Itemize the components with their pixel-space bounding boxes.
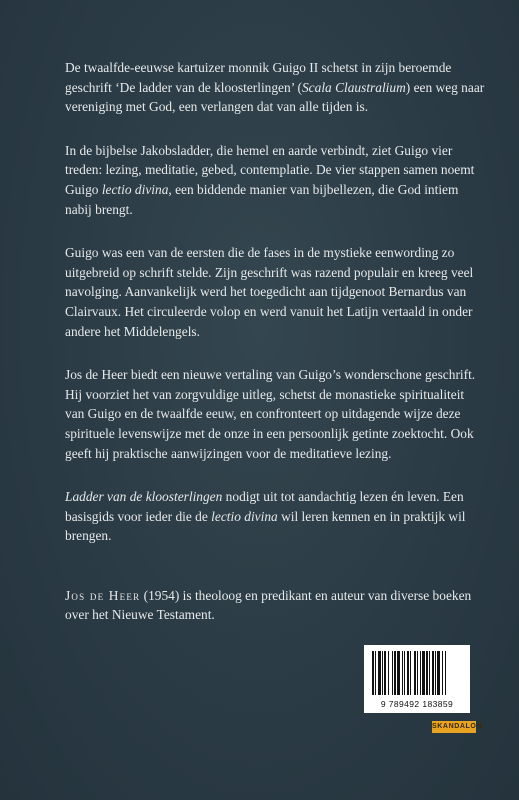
- italic-term: lectio divina: [101, 181, 169, 197]
- text-span: , een biddende manier van bijbellezen, die God intiem nabij brengt.: [65, 181, 459, 217]
- barcode-bar: [410, 651, 411, 695]
- barcode-bar: [420, 651, 421, 695]
- barcode-bar: [407, 651, 409, 695]
- paragraph-translation: Jos de Heer biedt een nieuwe vertaling van Guigo’s wonderschone geschrift. Hij voorziet het van zorgvuldige uitleg, schetst de monastieke spiritualiteit van Guigo en de twaalfde eeuw, en confronteert op uitdagende wijze deze spirituele levenswijze met de onze in een persoonlijk getinte zoektocht. Ook geeft hij praktische aanwijzingen voor de meditatieve lezing.: [65, 367, 476, 461]
- barcode-bar: [429, 651, 430, 695]
- barcode-bar: [435, 651, 436, 695]
- text-span: ) een weg naar vereniging met God, een verlangen dat van alle tijden is.: [65, 79, 485, 115]
- barcode-bar: [375, 651, 376, 695]
- barcode-bar: [437, 651, 440, 695]
- barcode-bar: [404, 651, 405, 695]
- barcode-bar: [394, 651, 396, 695]
- back-cover-text: [65, 58, 485, 649]
- barcode-icon: [370, 651, 464, 695]
- barcode-bar: [382, 651, 383, 695]
- barcode-bar: [402, 651, 403, 695]
- italic-term: lectio divina: [211, 508, 278, 524]
- italic-book-title: Ladder van de kloosterlingen: [65, 489, 223, 505]
- isbn-barcode: [364, 645, 470, 713]
- barcode-bar: [397, 651, 400, 695]
- barcode-bar: [388, 651, 389, 695]
- text-span: In de bijbelse Jakobsladder, die hemel en aarde verbindt, ziet Guigo vier treden: lezing, meditatie, gebed, contemplatie. De vier stappen samen noemt Guigo: [65, 142, 475, 197]
- barcode-bar: [392, 651, 393, 695]
- barcode-bar: [422, 651, 425, 695]
- barcode-bar: [426, 651, 428, 695]
- author-name: Jos de Heer: [65, 587, 141, 603]
- paragraph-intro: [65, 58, 485, 117]
- author-description: (1954) is theoloog en predikant en auteur van diverse boeken over het Nieuwe Testament.: [65, 587, 472, 623]
- barcode-bar: [442, 651, 443, 695]
- publisher-logo: SKANDALON: [432, 721, 476, 733]
- isbn-number: 9 789492 183859: [380, 699, 454, 709]
- text-span: wil leren kennen en in praktijk wil brengen.: [65, 508, 466, 544]
- barcode-bar: [414, 651, 416, 695]
- barcode-bar: [378, 651, 381, 695]
- barcode-bar: [372, 651, 374, 695]
- barcode-bar: [384, 651, 386, 695]
- paragraph-jakobsladder: [65, 141, 485, 219]
- barcode-bar: [445, 651, 446, 695]
- barcode-bar: [417, 651, 418, 695]
- author-bio: [65, 586, 485, 625]
- italic-title: Scala Claustralium: [301, 79, 406, 95]
- text-span: De twaalfde-eeuwse kartuizer monnik Guigo II schetst in zijn beroemde geschrift ‘De ladder van de kloosterlingen’ (: [65, 60, 452, 95]
- barcode-bar: [432, 651, 434, 695]
- paragraph-history: Guigo was een van de eersten die de fases in de mystieke eenwording zo uitgebreid op schrift stelde. Zijn geschrift was razend populair en kreeg veel navolging. Aanvankelijk werd het toegedicht aan tijdgenoot Bernardus van Clairvaux. Het circuleerde volop en werd vanuit het Latijn vertaald in onder andere het Middelengels.: [65, 245, 474, 339]
- paragraph-invitation: [65, 487, 485, 546]
- text-span: nodigt uit tot aandachtig lezen én leven. Een basisgids voor ieder die de: [65, 489, 464, 524]
